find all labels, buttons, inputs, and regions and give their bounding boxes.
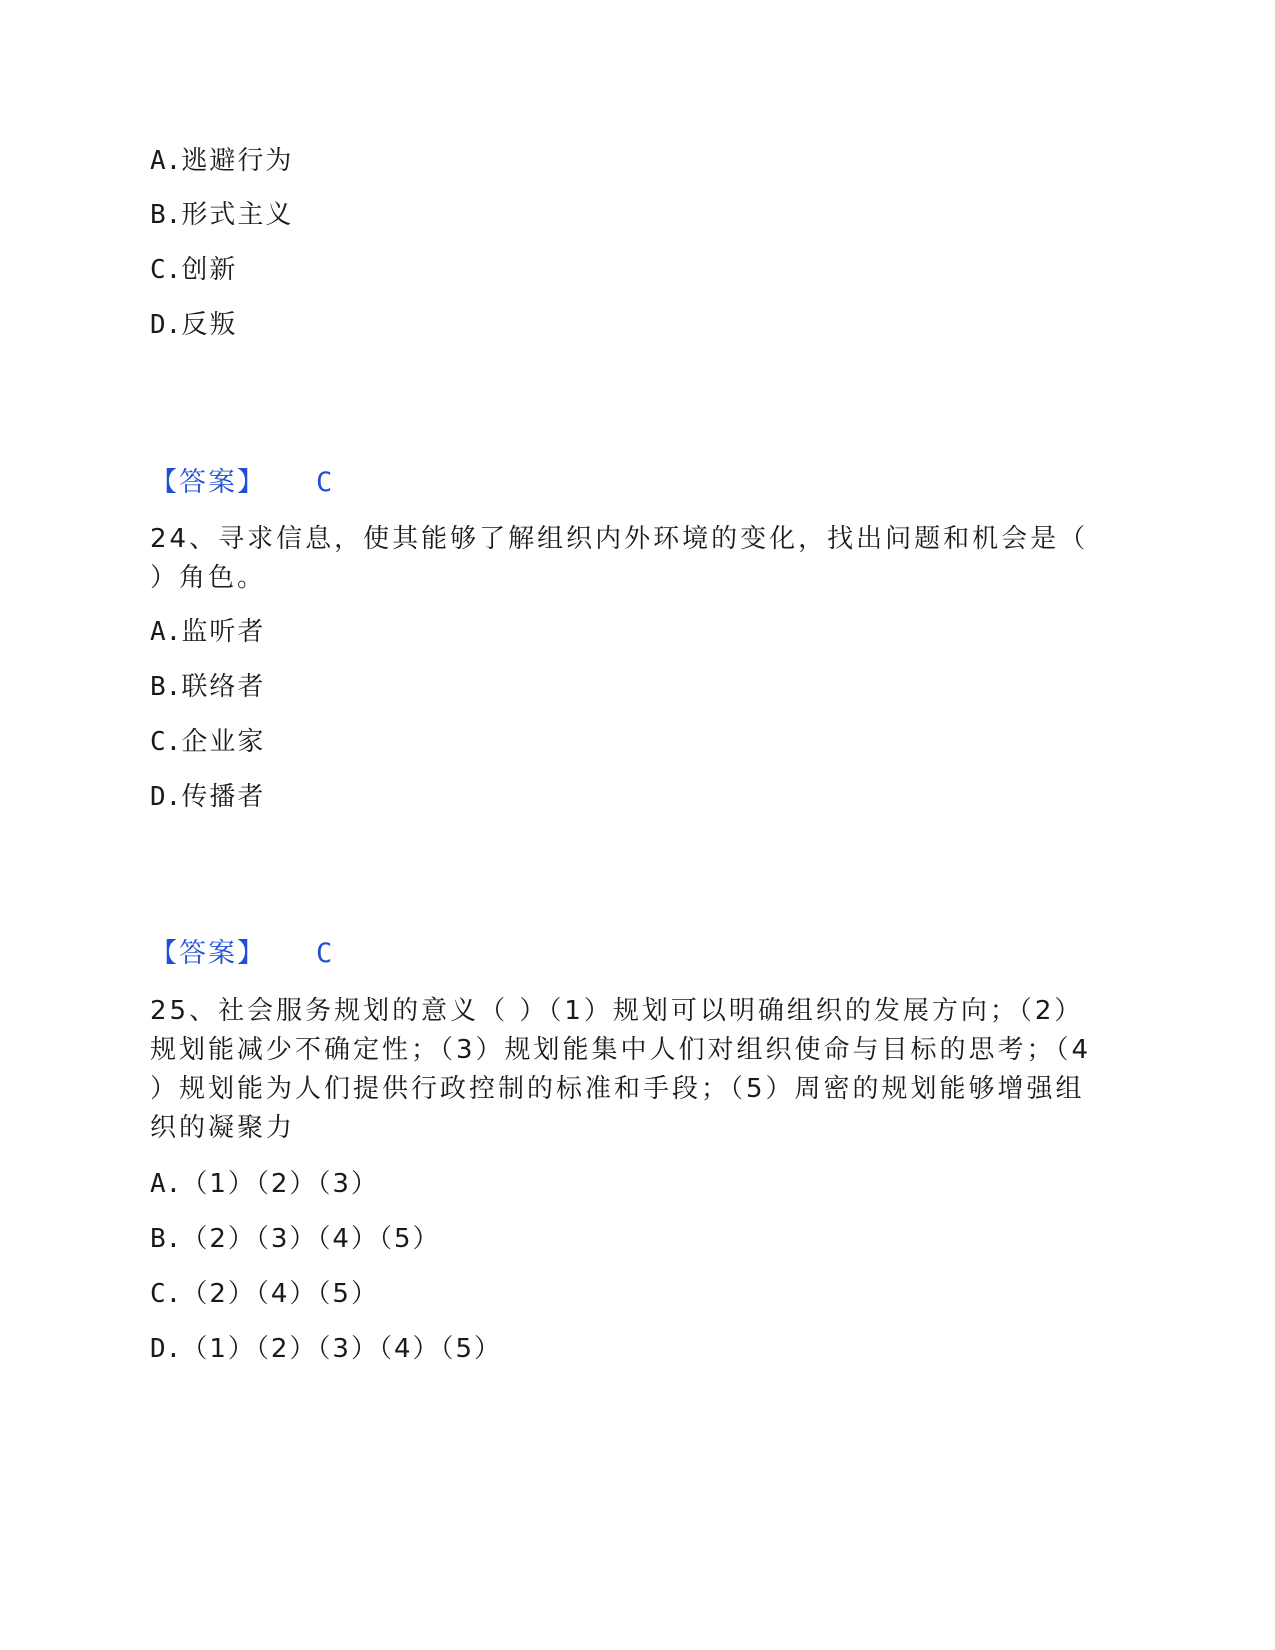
option-letter: C. bbox=[150, 255, 182, 285]
q25-question-line-4: 织的凝聚力 bbox=[150, 1113, 296, 1143]
q24-question-line-2: ）角色。 bbox=[150, 563, 267, 593]
q24-answer bbox=[150, 937, 332, 971]
q23-option-a bbox=[150, 144, 293, 178]
option-letter: B. bbox=[150, 672, 182, 702]
q24-option-c bbox=[150, 725, 265, 759]
option-text: 传播者 bbox=[181, 782, 266, 812]
option-letter: D. bbox=[150, 310, 182, 340]
option-letter: B. bbox=[150, 1224, 182, 1254]
answer-value: C bbox=[316, 467, 333, 498]
q24-question-line-1: 24、寻求信息，使其能够了解组织内外环境的变化，找出问题和机会是（ bbox=[150, 524, 1089, 554]
option-text: （2）（3）（4）（5） bbox=[181, 1224, 441, 1254]
option-text: （1）（2）（3） bbox=[181, 1169, 379, 1199]
q25-option-d bbox=[150, 1332, 502, 1366]
option-letter: D. bbox=[150, 782, 182, 812]
q25-option-b bbox=[150, 1222, 440, 1256]
q24-option-b bbox=[150, 670, 265, 704]
option-letter: A. bbox=[150, 617, 182, 647]
option-text: 逃避行为 bbox=[181, 146, 294, 176]
q24-option-a bbox=[150, 615, 265, 649]
option-text: 监听者 bbox=[181, 617, 266, 647]
option-text: （2）（4）（5） bbox=[181, 1279, 379, 1309]
q23-option-c bbox=[150, 253, 237, 287]
option-letter: A. bbox=[150, 1169, 182, 1199]
option-text: 创新 bbox=[181, 255, 238, 285]
option-text: 企业家 bbox=[181, 727, 266, 757]
q25-question-line-2: 规划能减少不确定性；（3）规划能集中人们对组织使命与目标的思考；（4 bbox=[150, 1035, 1092, 1065]
q25-option-c bbox=[150, 1277, 379, 1311]
option-letter: B. bbox=[150, 200, 182, 230]
answer-label: 【答案】 bbox=[150, 938, 266, 969]
option-letter: A. bbox=[150, 146, 182, 176]
q25-question-line-1: 25、社会服务规划的意义（ ）（1）规划可以明确组织的发展方向；（2） bbox=[150, 996, 1084, 1026]
option-text: 反叛 bbox=[181, 310, 238, 340]
q25-question-line-3: ）规划能为人们提供行政控制的标准和手段；（5）周密的规划能够增强组 bbox=[150, 1074, 1085, 1104]
option-letter: D. bbox=[150, 1334, 182, 1364]
option-text: 联络者 bbox=[181, 672, 266, 702]
answer-value: C bbox=[316, 938, 333, 969]
q23-option-b bbox=[150, 198, 293, 232]
answer-label: 【答案】 bbox=[150, 467, 266, 498]
q23-option-d bbox=[150, 308, 237, 342]
q23-answer bbox=[150, 466, 332, 500]
option-text: （1）（2）（3）（4）（5） bbox=[181, 1334, 503, 1364]
option-text: 形式主义 bbox=[181, 200, 294, 230]
option-letter: C. bbox=[150, 727, 182, 757]
q24-option-d bbox=[150, 780, 265, 814]
q25-option-a bbox=[150, 1167, 379, 1201]
option-letter: C. bbox=[150, 1279, 182, 1309]
